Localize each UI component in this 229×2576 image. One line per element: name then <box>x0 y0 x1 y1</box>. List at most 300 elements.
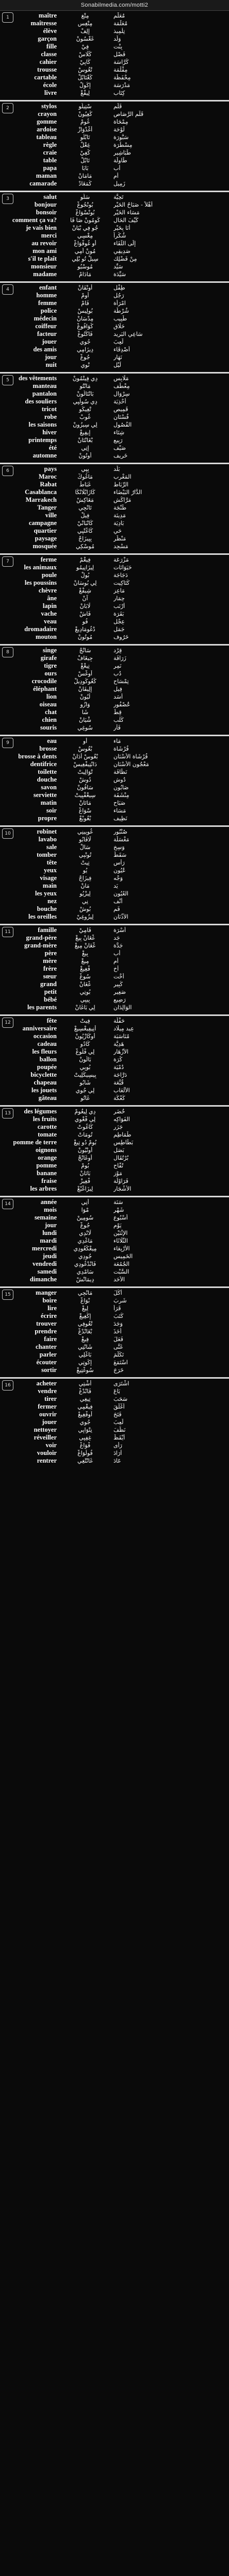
lesson-section <box>0 1105 229 1196</box>
arabic-pronunciation: كَمَغَادْ <box>78 181 92 187</box>
arabic-pronunciation: أَنِي <box>81 1199 89 1206</box>
arabic-pronunciation: فِيغْ <box>81 1336 89 1343</box>
vocab-row <box>0 436 229 444</box>
french-word: manger <box>36 1289 57 1296</box>
arabic-pronunciation: فَانْدْغْ <box>78 1388 91 1395</box>
arabic-pronunciation: مِتْغِس <box>77 21 93 27</box>
french-word: orange <box>38 1154 57 1161</box>
french-word: parler <box>39 1351 57 1358</box>
arabic-pronunciation: كُومُونْ صَا فَا <box>70 217 100 224</box>
vocab-row <box>0 473 229 481</box>
arabic-pronunciation: كْوَافُوغْ <box>77 324 93 330</box>
vocab-row <box>0 610 229 618</box>
vocab-row <box>0 323 229 330</box>
lesson-section <box>0 11 229 100</box>
french-word: lion <box>46 693 57 700</box>
lesson-section <box>0 825 229 924</box>
french-word: pantalon <box>32 390 57 397</box>
lesson-section <box>0 1377 229 1468</box>
french-word: les saisons <box>28 421 57 428</box>
arabic-pronunciation: فْغِيزْ <box>80 1178 90 1184</box>
french-word: craie <box>43 149 57 156</box>
arabic-translation: اسْتَمَعَ <box>113 1359 128 1366</box>
arabic-translation: فَعَلَ <box>113 1336 123 1343</box>
arabic-translation: بَصَل <box>113 1147 124 1154</box>
arabic-translation: لَعِبَ <box>113 338 124 345</box>
arabic-translation: عِجْل <box>113 618 125 625</box>
vocab-row <box>0 662 229 670</box>
arabic-pronunciation: تْوَالِيتْ <box>77 769 93 775</box>
arabic-translation: كُرَّاسَة <box>113 59 129 65</box>
french-word: ours <box>44 670 57 677</box>
french-word: paysage <box>35 535 57 542</box>
french-word: lire <box>47 1304 57 1312</box>
french-word: lavabo <box>38 836 57 843</box>
arabic-pronunciation: أَنِيفِيغْسِيغْ <box>74 1026 96 1032</box>
lesson-section <box>0 924 229 1014</box>
arabic-translation: كُرَة <box>113 1056 123 1063</box>
french-word: ballon <box>39 1056 57 1063</box>
vocab-row <box>0 27 229 35</box>
vocab-row <box>0 43 229 50</box>
arabic-translation: السَّبْت <box>113 1268 129 1275</box>
arabic-pronunciation: كْغِيُونْ <box>78 111 92 117</box>
arabic-pronunciation: لِيفْغْ <box>80 90 90 96</box>
french-word: madame <box>33 270 57 278</box>
french-word: papa <box>43 164 57 172</box>
vocab-row <box>0 1304 229 1312</box>
arabic-pronunciation: مُوسْيُو <box>77 264 93 270</box>
french-word: école <box>43 81 57 89</box>
vocab-row <box>0 685 229 693</box>
arabic-pronunciation: بِيبِي <box>80 997 90 1003</box>
vocab-row <box>0 934 229 942</box>
vocab-row <box>0 421 229 429</box>
french-word: maman <box>36 172 57 179</box>
arabic-translation: اشْتَرَى <box>113 1380 129 1387</box>
vocab-row <box>0 1206 229 1214</box>
arabic-translation: خَرُوف <box>113 634 129 640</box>
french-word: fille <box>46 43 57 50</box>
french-word: gomme <box>37 118 57 125</box>
vocab-row <box>0 444 229 452</box>
arabic-pronunciation: تُونْبِي <box>78 852 92 858</box>
arabic-pronunciation: جُوِي <box>79 339 91 345</box>
arabic-pronunciation: لِي جُوِي <box>75 1088 95 1094</box>
arabic-pronunciation: دُوشْ <box>79 777 91 783</box>
arabic-translation: جَد <box>113 935 120 941</box>
vocab-row <box>0 12 229 20</box>
vocab-row <box>0 361 229 369</box>
french-word: au revoir <box>31 240 57 247</box>
vocab-row <box>0 110 229 118</box>
french-word: faire <box>44 1335 57 1343</box>
vocab-row <box>0 1359 229 1366</box>
arabic-pronunciation: فَامِيْ <box>79 927 91 934</box>
french-word: poupée <box>37 1063 57 1071</box>
arabic-translation: سَنَة <box>113 1199 123 1206</box>
arabic-pronunciation: أُومْ <box>81 293 89 299</box>
vocab-row <box>0 1177 229 1185</box>
lesson-section <box>0 372 229 463</box>
arabic-translation: كَعْكَة <box>113 1095 125 1101</box>
arabic-translation: صَيْف <box>113 445 126 451</box>
vocab-row <box>0 164 229 172</box>
vocab-row <box>0 405 229 413</box>
vocab-row <box>0 232 229 240</box>
arabic-translation: زَمِيل <box>113 180 125 187</box>
arabic-pronunciation: تْغُوسْ <box>78 67 92 73</box>
french-word: des vêtements <box>19 375 57 382</box>
arabic-translation: بِنْت <box>113 43 123 50</box>
arabic-translation: طَنْجَة <box>113 504 127 511</box>
french-word: yeux <box>44 867 57 874</box>
french-word: homme <box>36 292 57 299</box>
arabic-translation: أَيْقَظَ <box>113 1434 125 1441</box>
arabic-translation: صَدِيقِي <box>113 248 130 255</box>
arabic-translation: نَظَافَة <box>113 769 127 775</box>
french-word: tableau <box>36 133 57 141</box>
arabic-translation: بَاعَ <box>113 1388 120 1395</box>
vocab-row <box>0 35 229 43</box>
arabic-pronunciation: كَاغْتْيِي <box>77 528 93 534</box>
arabic-pronunciation: أُوغَانْجْ <box>78 1155 92 1161</box>
vocab-row <box>0 180 229 188</box>
arabic-pronunciation: كَانْبَانْيْ <box>77 520 93 527</box>
arabic-translation: الجُمُعَة <box>113 1261 130 1267</box>
vocab-row <box>0 799 229 807</box>
french-word: facteur <box>37 330 57 337</box>
french-word: souris <box>40 724 57 731</box>
arabic-translation: الفُصُول <box>113 421 132 428</box>
vocab-row <box>0 201 229 209</box>
arabic-translation: نَهَار <box>113 354 122 361</box>
vocab-row <box>0 654 229 662</box>
vocab-row <box>0 149 229 157</box>
vocab-row <box>0 716 229 724</box>
arabic-pronunciation: فْوَاغْ <box>79 1443 91 1449</box>
french-word: chèvre <box>38 587 57 594</box>
arabic-pronunciation: أُونْفَانْ <box>77 285 93 291</box>
vocab-row <box>0 240 229 247</box>
arabic-translation: أُم <box>113 173 119 179</box>
vocab-row <box>0 859 229 867</box>
arabic-pronunciation: شْيَانْ <box>79 717 91 723</box>
vocab-row <box>0 1123 229 1131</box>
vocab-row <box>0 784 229 791</box>
arabic-translation: مَوْز <box>113 1170 122 1177</box>
vocab-row <box>0 897 229 905</box>
arabic-translation: نَظَّفَ <box>113 1427 126 1433</box>
arabic-translation: أَخ <box>113 965 119 972</box>
arabic-translation: دُب <box>113 670 122 677</box>
arabic-translation: قَلَم <box>113 103 122 110</box>
arabic-translation: مِحْفَظَة <box>113 74 131 81</box>
vocab-row <box>0 996 229 1004</box>
arabic-pronunciation: تْغُوفِي <box>77 1321 93 1327</box>
arabic-pronunciation: مَغَاكِشْ <box>76 497 94 503</box>
arabic-pronunciation: إِكُوتِي <box>78 1360 92 1366</box>
arabic-translation: الأُذُنَان <box>113 913 128 920</box>
french-word: classe <box>41 50 57 58</box>
vocab-row <box>0 1032 229 1040</box>
french-word: des amis <box>33 346 57 353</box>
french-word: manteau <box>32 382 57 389</box>
french-word: jouer <box>42 338 57 345</box>
arabic-pronunciation: كَادُو <box>80 1041 90 1047</box>
arabic-pronunciation: بِيغْ <box>81 951 89 957</box>
lesson-section <box>0 644 229 735</box>
arabic-translation: جَزَر <box>113 1124 123 1130</box>
french-word: automne <box>32 452 57 459</box>
vocab-row <box>0 1222 229 1229</box>
arabic-translation: بَطَاطِس <box>113 1139 134 1146</box>
arabic-translation: كَتَبَ <box>113 1313 124 1319</box>
arabic-pronunciation: وَازُو <box>80 702 90 708</box>
arabic-translation: أَب <box>113 950 121 957</box>
vocab-row <box>0 193 229 201</box>
french-word: petit <box>44 988 57 995</box>
french-word: banane <box>37 1170 57 1177</box>
vocab-row <box>0 465 229 473</box>
arabic-pronunciation: دِيزَامِي <box>76 347 94 353</box>
arabic-translation: لَوْحَة <box>113 126 125 133</box>
french-word: bouche <box>37 905 57 912</box>
french-word: crocodile <box>31 677 57 685</box>
arabic-pronunciation: إِيفِيغْ <box>79 430 91 436</box>
arabic-translation: سَاعِي البَرِيد <box>113 331 143 337</box>
french-word: Tanger <box>37 504 57 511</box>
arabic-translation: رَضِيع <box>113 996 126 1003</box>
vocab-row <box>0 724 229 732</box>
vocab-row <box>0 1411 229 1418</box>
vocab-row <box>0 836 229 843</box>
arabic-pronunciation: أُوفْغِيغْ <box>77 1412 93 1418</box>
arabic-translation: وَسِخ <box>113 844 125 851</box>
french-word: les yeux <box>35 890 57 897</box>
vocab-row <box>0 602 229 610</box>
vocab-row <box>0 1048 229 1056</box>
arabic-pronunciation: مَانْ <box>80 883 90 889</box>
french-word: sortir <box>41 1366 57 1374</box>
arabic-translation: رَجُل <box>113 292 124 299</box>
arabic-translation: مَسَاء <box>113 807 126 814</box>
french-word: ouvrir <box>39 1411 57 1418</box>
arabic-pronunciation: تِيتْ <box>80 860 90 866</box>
arabic-pronunciation: جُوغْ <box>80 354 90 361</box>
arabic-pronunciation: إِلِيفَانْ <box>78 686 92 692</box>
vocab-row <box>0 1170 229 1177</box>
arabic-pronunciation: إِكُولْ <box>79 82 91 89</box>
arabic-pronunciation: آنْ <box>82 596 88 602</box>
vocab-row <box>0 1380 229 1387</box>
lesson-number-badge: 7 <box>2 556 13 567</box>
arabic-translation: المَغْرِب <box>113 473 132 480</box>
french-word: mouton <box>36 633 57 640</box>
vocab-row <box>0 950 229 957</box>
vocab-row <box>0 543 229 550</box>
vocab-row <box>0 346 229 353</box>
arabic-translation: أَصْدِقَاء <box>113 346 130 353</box>
arabic-pronunciation: غَاتُو <box>80 1095 90 1101</box>
vocab-row <box>0 81 229 89</box>
vocab-row <box>0 1214 229 1222</box>
french-word: chien <box>42 716 57 723</box>
arabic-pronunciation: تِيغِي <box>79 1396 91 1402</box>
vocab-row <box>0 504 229 512</box>
french-word: trousse <box>37 66 57 73</box>
arabic-pronunciation: فِيغْمْ <box>79 557 91 563</box>
french-word: oiseau <box>39 701 57 708</box>
french-word: chapeau <box>34 1079 57 1086</box>
vocab-row <box>0 299 229 307</box>
vocab-row <box>0 481 229 488</box>
vocab-row <box>0 980 229 988</box>
french-word: campagne <box>28 519 57 527</box>
arabic-translation: الخَمِيس <box>113 1253 133 1260</box>
french-word: matin <box>40 799 57 806</box>
lesson-number-badge: 13 <box>2 1108 13 1118</box>
french-word: famille <box>38 926 57 934</box>
arabic-translation: فُرْشَاة الأَسْنَان <box>113 753 148 760</box>
arabic-pronunciation: لِيغْ <box>81 1306 89 1312</box>
arabic-translation: دَجَاجَة <box>113 572 128 579</box>
arabic-translation: شَرِبَ <box>113 1297 127 1304</box>
arabic-pronunciation: شَانْتِي <box>77 1344 93 1350</box>
vocab-row <box>0 270 229 278</box>
french-word: brosse à dents <box>18 753 57 760</box>
french-word: les poussins <box>24 579 57 586</box>
arabic-pronunciation: سُوغْ <box>79 974 91 980</box>
arabic-translation: دُمْيَة <box>113 1064 124 1071</box>
arabic-pronunciation: مَامَانْ <box>78 173 92 179</box>
vocab-row <box>0 157 229 164</box>
vocab-row <box>0 579 229 587</box>
arabic-pronunciation: سَانْجْ <box>79 648 91 654</box>
arabic-pronunciation: فَاكْتُوغْ <box>77 331 93 337</box>
lesson-section <box>0 735 229 825</box>
french-word: singe <box>42 647 57 654</box>
french-word: Rabat <box>40 481 57 488</box>
french-word: les parents <box>27 1004 57 1011</box>
arabic-translation: الأَرْبِعَاء <box>113 1245 130 1252</box>
vocab-row <box>0 633 229 641</box>
french-word: quartier <box>34 527 57 534</box>
arabic-pronunciation: سِيلْ تُو بْلِي <box>72 256 99 262</box>
arabic-pronunciation: فَامْ <box>81 300 89 307</box>
arabic-translation: بُرْتُقَال <box>113 1155 129 1161</box>
vocab-row <box>0 89 229 97</box>
arabic-translation: خَرِيف <box>113 452 128 459</box>
vocab-row <box>0 315 229 323</box>
arabic-pronunciation: دِي لِيغُومْ <box>74 1109 96 1115</box>
vocab-row <box>0 1071 229 1079</box>
arabic-pronunciation: إِتِي <box>81 445 89 451</box>
arabic-pronunciation: جُودِي <box>78 1253 92 1260</box>
arabic-translation: قِطّ <box>113 709 122 716</box>
arabic-pronunciation: دِي سُولْيِي <box>73 399 97 405</box>
french-word: comment ça va? <box>12 216 57 224</box>
arabic-pronunciation: مِيغْكْغُودِي <box>73 1246 97 1252</box>
arabic-translation: عُصْفُور <box>113 701 130 708</box>
arabic-translation: شُرْطَة <box>113 308 129 314</box>
arabic-pronunciation: سْتِيلُو <box>78 104 92 110</box>
french-word: robe <box>44 413 57 420</box>
arabic-translation: أَرَادَ <box>113 1450 122 1456</box>
arabic-pronunciation: تُومَاتْ <box>77 1132 93 1138</box>
arabic-translation: أَرْنَب <box>113 603 125 609</box>
vocab-row <box>0 390 229 398</box>
arabic-translation: كَبِير <box>113 981 123 988</box>
arabic-translation: طِفْل <box>113 284 125 291</box>
french-word: semaine <box>34 1214 57 1221</box>
arabic-translation: مِعْطَف <box>113 383 130 389</box>
arabic-translation: العُيُون <box>113 890 128 897</box>
french-word: écrire <box>41 1312 57 1319</box>
arabic-translation: مَدْرَسَة <box>113 82 130 89</box>
vocab-row <box>0 988 229 996</box>
vocab-row <box>0 1087 229 1094</box>
arabic-pronunciation: كْغِيْ <box>80 150 90 156</box>
french-word: dromadaire <box>24 625 57 633</box>
vocab-row <box>0 708 229 716</box>
french-word: sale <box>46 843 57 851</box>
arabic-pronunciation: سُوغْتِيغْ <box>76 1367 94 1374</box>
arabic-pronunciation: لِي بَاغَانْ <box>75 1005 95 1011</box>
french-word: vouloir <box>37 1449 57 1456</box>
french-word: fermer <box>38 1403 57 1410</box>
french-word: les arbres <box>30 1185 57 1192</box>
french-word: fête <box>46 1017 57 1024</box>
arabic-pronunciation: مِتْغ <box>81 13 89 19</box>
vocab-row <box>0 1260 229 1268</box>
french-word: hiver <box>42 429 57 436</box>
vocab-row <box>0 807 229 815</box>
arabic-translation: مُعَلِّمَة <box>113 20 128 27</box>
vocab-row <box>0 496 229 504</box>
arabic-pronunciation: نِي <box>81 899 89 905</box>
arabic-translation: قُبَّعَة <box>113 1079 124 1086</box>
french-word: dimanche <box>29 1276 57 1283</box>
french-word: cadeau <box>37 1040 57 1047</box>
lesson-section <box>0 1286 229 1377</box>
arabic-pronunciation: أُو <box>83 738 88 744</box>
vocab-row <box>0 512 229 519</box>
arabic-translation: مَسْجِد <box>113 543 128 550</box>
arabic-translation: تَكَلَّمَ <box>113 1351 124 1358</box>
arabic-pronunciation: لِي فْلُوغْ <box>75 1049 95 1055</box>
arabic-translation: أَسَد <box>113 693 123 700</box>
arabic-pronunciation: تَابْلُو <box>80 134 90 141</box>
french-word: tête <box>46 859 57 866</box>
french-word: les fleurs <box>32 1048 57 1055</box>
arabic-translation: أَهْلاً - صَبَاحُ الخَيْر <box>113 201 153 208</box>
arabic-pronunciation: كْلَاسْ <box>78 52 92 58</box>
arabic-translation: امْرَأَة <box>113 300 126 307</box>
french-word: fraise <box>41 1177 57 1184</box>
arabic-translation: غَنَّى <box>113 1344 123 1350</box>
french-word: visage <box>40 874 57 882</box>
arabic-pronunciation: بَاغْلِي <box>78 1352 92 1358</box>
arabic-pronunciation: فُولْوَاغْ <box>77 1450 93 1456</box>
arabic-pronunciation: غُومْ <box>80 119 90 125</box>
arabic-pronunciation: لَانْدِي <box>79 1230 91 1236</box>
french-word: chat <box>45 708 57 716</box>
vocab-row <box>0 926 229 934</box>
french-word: je vais bien <box>26 224 57 231</box>
arabic-pronunciation: لَابَانْ <box>79 603 91 609</box>
lesson-number-badge: 5 <box>2 375 13 385</box>
